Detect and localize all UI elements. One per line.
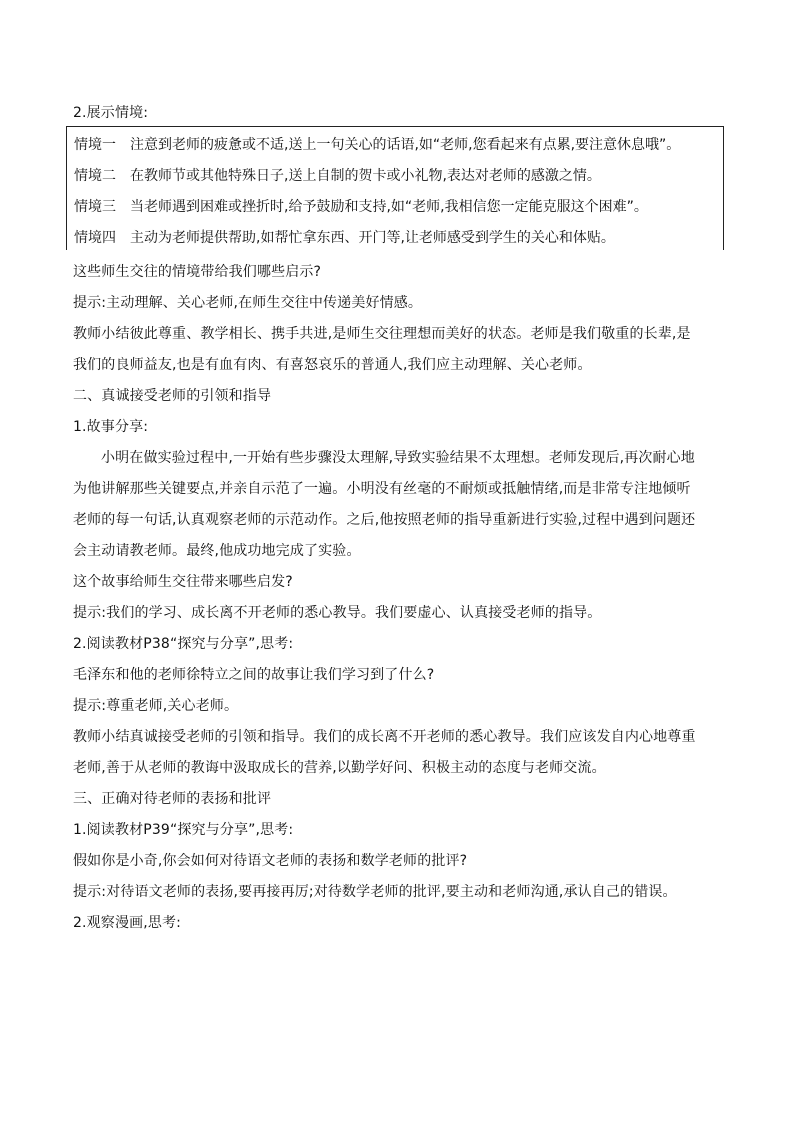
scenario-label: 情境一 — [74, 137, 116, 153]
story-line-1: 小明在做实验过程中,一开始有些步骤没太理解,导致实验结果不太理想。老师发现后,再次耐心地 — [101, 450, 695, 466]
paragraph-hint-2: 提示:我们的学习、成长离不开老师的悉心教导。我们要虚心、认真接受老师的指导。 — [73, 605, 602, 621]
paragraph-question-3: 毛泽东和他的老师徐特立之间的故事让我们学习到了什么? — [73, 667, 435, 683]
scenario-row-2 — [74, 165, 722, 187]
paragraph-summary-line-1: 教师小结彼此尊重、教学相长、携手共进,是师生交往理想而美好的状态。老师是我们敬重的长辈,是 — [73, 326, 691, 342]
story-line-3: 老师的每一句话,认真观察老师的示范动作。之后,他按照老师的指导重新进行实验,过程中遇到问题还 — [73, 512, 696, 528]
scenario-row-4 — [74, 227, 722, 249]
paragraph-question-2: 这个故事给师生交往带来哪些启发? — [73, 574, 293, 590]
scenario-label: 情境四 — [74, 230, 116, 246]
story-line-2: 为他讲解那些关键要点,并亲自示范了一遍。小明没有丝毫的不耐烦或抵触情绪,而是非常专注地倾听 — [73, 481, 691, 497]
paragraph-question-4: 假如你是小奇,你会如何对待语文老师的表扬和数学老师的批评? — [73, 853, 468, 869]
subsection-heading-story: 1.故事分享: — [73, 419, 149, 435]
subsection-heading-comic: 2.观察漫画,思考: — [73, 915, 182, 931]
paragraph-summary-2-line-1: 教师小结真诚接受老师的引领和指导。我们的成长离不开老师的悉心教导。我们应该发自内心地尊重 — [73, 729, 696, 745]
scenario-table — [66, 126, 724, 250]
story-line-4: 会主动请教老师。最终,他成功地完成了实验。 — [73, 543, 361, 559]
scenario-row-1 — [74, 134, 722, 156]
section-heading-2: 二、真诚接受老师的引领和指导 — [73, 388, 272, 404]
subsection-heading-reading-p39: 1.阅读教材P39“探究与分享”,思考: — [73, 822, 294, 838]
paragraph-question: 这些师生交往的情境带给我们哪些启示? — [73, 264, 322, 280]
paragraph-summary-line-2: 我们的良师益友,也是有血有肉、有喜怒哀乐的普通人,我们应主动理解、关心老师。 — [73, 357, 592, 373]
scenario-text: 注意到老师的疲惫或不适,送上一句关心的话语,如“老师,您看起来有点累,要注意休息哦”。 — [130, 137, 681, 153]
paragraph-hint-3: 提示:尊重老师,关心老师。 — [73, 698, 239, 714]
paragraph-hint: 提示:主动理解、关心老师,在师生交往中传递美好情感。 — [73, 295, 423, 311]
section-heading-3: 三、正确对待老师的表扬和批评 — [73, 791, 272, 807]
scenario-row-3 — [74, 196, 722, 218]
scenario-label: 情境二 — [74, 168, 116, 184]
paragraph-summary-2-line-2: 老师,善于从老师的教诲中汲取成长的营养,以勤学好问、积极主动的态度与老师交流。 — [73, 760, 606, 776]
scenario-text: 在教师节或其他特殊日子,送上自制的贺卡或小礼物,表达对老师的感激之情。 — [130, 168, 601, 184]
scenario-label: 情境三 — [74, 199, 116, 215]
scenario-text: 主动为老师提供帮助,如帮忙拿东西、开门等,让老师感受到学生的关心和体贴。 — [130, 230, 615, 246]
subsection-heading-reading-p38: 2.阅读教材P38“探究与分享”,思考: — [73, 636, 294, 652]
paragraph-hint-4: 提示:对待语文老师的表扬,要再接再厉;对待数学老师的批评,要主动和老师沟通,承认自己的错误。 — [73, 884, 677, 900]
section-heading-display-scenarios: 2.展示情境: — [73, 105, 149, 121]
scenario-text: 当老师遇到困难或挫折时,给予鼓励和支持,如“老师,我相信您一定能克服这个困难”。 — [130, 199, 648, 215]
